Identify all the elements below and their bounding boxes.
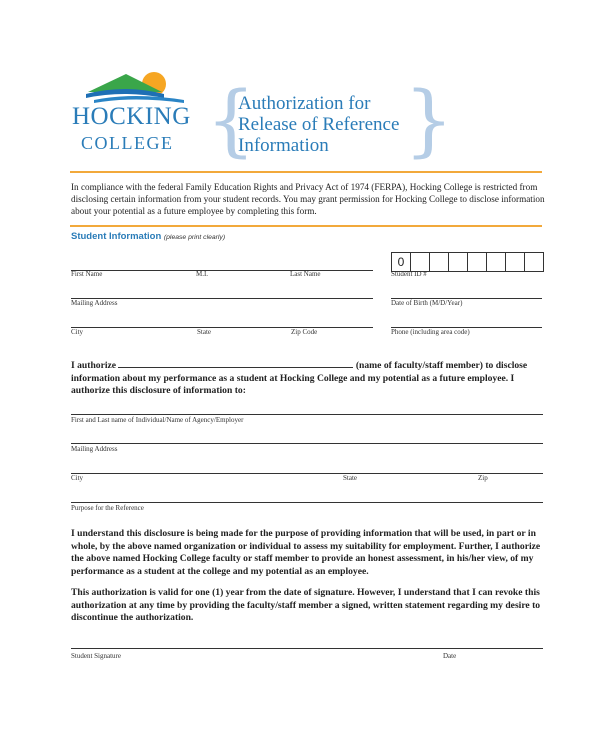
mi-label: M.I. [196,270,209,278]
signature-line[interactable] [71,648,543,649]
authorize-paragraph [71,358,547,398]
date-label: Date [443,652,457,660]
orange-divider [70,171,542,173]
intro-paragraph: In compliance with the federal Family Education Rights and Privacy Act of 1974 (FERPA), Hocking College is restricted from disclosing certain information from your student records. You may grant permission for Hocking College to disclose information about your potential as a future employee by completing this form. [71,182,545,216]
hocking-college-logo-graphic [84,70,194,106]
right-brace-decoration: } [404,76,454,166]
zip-code-label: Zip Code [291,328,318,336]
logo-text-college: COLLEGE [81,133,174,153]
recipient-city-label: City [71,474,84,482]
recipient-address-label: Mailing Address [71,445,118,453]
logo-text-hocking: HOCKING [72,103,191,130]
section-note: (please print clearly) [163,234,226,241]
authorize-start: I authorize [71,360,117,371]
id-digit[interactable] [430,253,449,271]
title-line-3: Information [238,135,329,156]
student-id-label: Student ID # [391,270,427,278]
id-digit[interactable] [411,253,430,271]
id-digit[interactable] [468,253,487,271]
phone-label: Phone (including area code) [391,328,470,336]
id-digit[interactable] [506,253,525,271]
recipient-city-line[interactable] [71,473,543,474]
section-title: Student Information [71,231,162,242]
validity-paragraph: This authorization is valid for one (1) year from the date of signature. However, I understand that I can revoke this authorization at any time by providing the faculty/staff member a signed, written statement regarding my desire to discontinue the authorization. [71,587,541,623]
signature-label: Student Signature [71,652,121,660]
id-digit[interactable] [449,253,468,271]
purpose-line[interactable] [71,502,543,503]
recipient-name-line[interactable] [71,414,543,415]
orange-divider [70,225,542,227]
disclosure-paragraph: I understand this disclosure is being made for the purpose of providing information that will be used, in part or in whole, by the above named organization or individual to assess my suitability for employment. Further, I authorize the above named Hocking College faculty or staff member to provide an honest assessment, in his/her view, of my performance as a student at the college and my potential as an employee. [71,528,541,577]
recipient-address-line[interactable] [71,443,543,444]
mailing-address-label: Mailing Address [71,299,118,307]
title-line-1: Authorization for [238,93,371,114]
first-name-label: First Name [71,270,103,278]
title-line-2: Release of Reference [238,114,400,135]
section-heading [71,231,225,242]
dob-label: Date of Birth (M/D/Year) [391,299,463,307]
recipient-state-label: State [343,474,357,482]
name-field-line[interactable] [71,270,373,271]
last-name-label: Last Name [290,270,321,278]
left-brace-decoration: { [206,76,256,166]
authorize-end: (name of faculty/staff member) to disclose [355,360,528,371]
recipient-zip-label: Zip [478,474,488,482]
city-state-zip-line[interactable] [71,327,373,328]
student-id-boxes[interactable] [391,252,544,272]
form-title [238,93,399,156]
faculty-name-blank[interactable] [118,358,353,368]
state-label: State [197,328,211,336]
purpose-label: Purpose for the Reference [71,504,144,512]
recipient-name-label: First and Last name of Individual/Name of Agency/Employer [71,416,244,424]
id-digit[interactable] [525,253,543,271]
authorize-rest: information about my performance as a student at Hocking College and my potential as a future employee. I authorize this disclosure of information to: [71,372,515,396]
city-label: City [71,328,84,336]
id-digit[interactable]: 0 [392,253,411,271]
id-digit[interactable] [487,253,506,271]
